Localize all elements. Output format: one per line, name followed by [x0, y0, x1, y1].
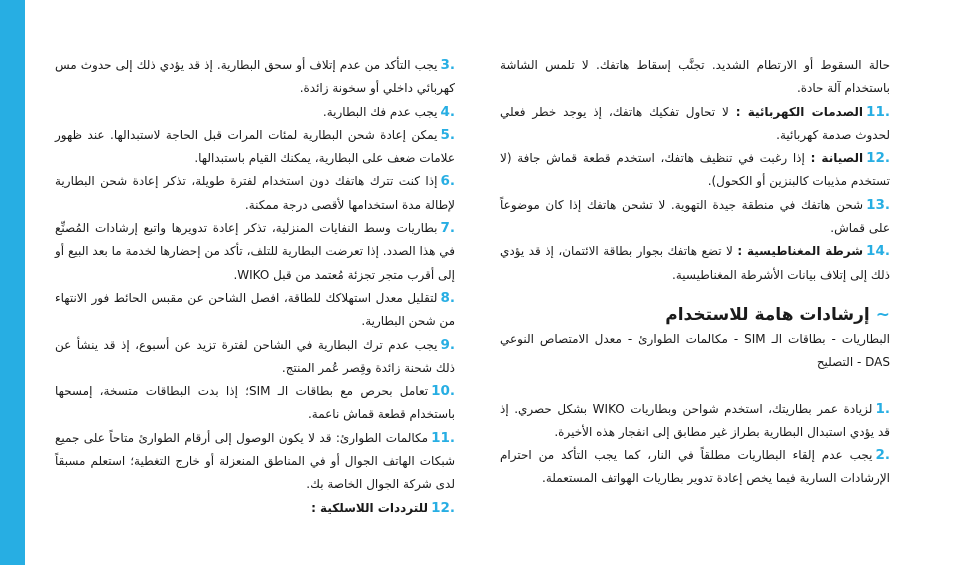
- list-item: [55, 427, 455, 497]
- item-text: تعامل بحرص مع بطاقات الـ SIM؛ إذا بدت البطاقات متسخة، إمسحها باستخدام قطعة قماش ناعمة.: [55, 384, 455, 422]
- item-text: يجب عدم إلقاء البطاريات مطلقاً في النار، كما يجب التأكد من احترام الإرشادات السارية فيما يخص إعادة تدوير بطاريات الهواتف المستعملة.: [500, 448, 890, 486]
- list-item: [55, 287, 455, 334]
- item-number: .5: [440, 126, 455, 143]
- list-item: [500, 240, 890, 287]
- item-term: الصيانة :: [810, 151, 864, 166]
- section-heading-text: إرشادات هامة للاستخدام: [665, 304, 870, 325]
- list-item: [500, 147, 890, 194]
- list-item: [55, 54, 455, 101]
- intro-paragraph: حالة السقوط أو الارتطام الشديد. تجنَّب إسقاط هاتفك. لا تلمس الشاشة باستخدام آلة حادة.: [500, 58, 890, 96]
- side-accent-bar: [0, 0, 25, 565]
- item-number: .10: [431, 383, 456, 400]
- list-item: [55, 170, 455, 217]
- item-number: .7: [440, 220, 455, 237]
- list-item: [500, 398, 890, 445]
- item-text: للترددات اللاسلكية :: [311, 500, 429, 515]
- item-text: لا تحاول تفكيك هاتفك، إذ يوجد خطر فعلي لحدوث صدمة كهربائية.: [500, 104, 890, 142]
- tilde-icon: ~: [875, 304, 890, 325]
- list-item: [500, 101, 890, 148]
- item-text: لزيادة عمر بطاريتك، استخدم شواحن وبطاريات WIKO بشكل حصري. إذ قد يؤدي استبدال البطارية بطراز غير مطابق إلى انفجار هذه الأخيرة.: [500, 401, 890, 439]
- item-text: مكالمات الطوارئ: قد لا يكون الوصول إلى أرقام الطوارئ متاحاً على جميع شبكات الهاتف الجوال أو في المناطق المنعزلة أو خارج التغطية؛ استعلم مسبقاً لدى شركة الجوال الخاصة بك.: [55, 430, 455, 492]
- item-number: .14: [866, 243, 890, 260]
- item-number: .9: [440, 336, 455, 353]
- item-term: الصدمات الكهربائية :: [735, 104, 864, 119]
- list-item: [55, 124, 455, 171]
- list-item: [55, 217, 455, 287]
- item-term: شرطة المغناطيسية :: [737, 244, 864, 259]
- item-text: بطاريات وسط النفايات المنزلية، تذكر إعادة تدويرها واتبع إرشادات المُصنِّع في هذا الصدد. إذا تعرضت البطارية للتلف، تأكد من إحضارها لخدمة ما بعد البيع أو إلى أقرب متجر تجزئة مُعتمد من قبل WIKO.: [55, 221, 455, 282]
- list-item: [55, 380, 455, 427]
- list-item: [55, 497, 455, 520]
- item-number: .6: [440, 173, 455, 190]
- item-text: يجب التأكد من عدم إتلاف أو سحق البطارية. إذ قد يؤدي ذلك إلى حدوث مس كهربائي داخلي أو سخونة زائدة.: [55, 58, 455, 96]
- list-item: [55, 101, 455, 124]
- item-text: إذا كنت تترك هاتفك دون استخدام لفترة طويلة، تذكر إعادة شحن البطارية لإطالة مدة استخدامها لأقصى درجة ممكنة.: [55, 174, 455, 212]
- list-item: [55, 334, 455, 381]
- left-column: [55, 54, 455, 520]
- item-text: شحن هاتفك في منطقة جيدة التهوية. لا تشحن هاتفك إذا كان موضوعاً على قماش.: [500, 197, 890, 236]
- item-number: .1: [875, 400, 890, 417]
- list-item: [500, 194, 890, 241]
- item-number: .12: [866, 150, 890, 167]
- item-text: إذا رغبت في تنظيف هاتفك، استخدم قطعة قماش جافة (لا تستخدم مذيبات كالبنزين أو الكحول).: [500, 151, 890, 189]
- item-text: يمكن إعادة شحن البطارية لمئات المرات قبل الحاجة لاستبدالها. عند ظهور علامات ضعف على البطارية، يمكنك القيام باستبدالها.: [55, 127, 455, 166]
- section-subtitle: البطاريات - بطاقات الـ SIM - مكالمات الطوارئ - معدل الامتصاص النوعي DAS - التصليح: [500, 331, 890, 370]
- list-item: [500, 444, 890, 491]
- item-number: .11: [431, 429, 455, 446]
- item-number: .8: [440, 289, 455, 306]
- item-number: .4: [440, 103, 455, 120]
- item-number: .13: [866, 196, 890, 213]
- item-text: يجب عدم فك البطارية.: [322, 104, 438, 119]
- item-number: .12: [431, 499, 455, 516]
- item-number: .2: [875, 447, 890, 464]
- item-number: .11: [866, 103, 890, 120]
- item-number: .3: [440, 57, 455, 73]
- right-column: [500, 54, 890, 491]
- item-text: يجب عدم ترك البطارية في الشاحن لفترة تزيد عن أسبوع، إذ قد ينشأ عن ذلك شحنة زائدة وقِصر عُمر المنتج.: [55, 337, 455, 375]
- item-text: لتقليل معدل استهلاكك للطاقة، افصل الشاحن عن مقبس الحائط فور الانتهاء من شحن البطارية.: [55, 290, 455, 329]
- item-text: لا تضع هاتفك بجوار بطاقة الائتمان، إذ قد يؤدي ذلك إلى إتلاف بيانات الأشرطة المغناطيسية.: [500, 244, 890, 282]
- section-heading: [500, 302, 890, 328]
